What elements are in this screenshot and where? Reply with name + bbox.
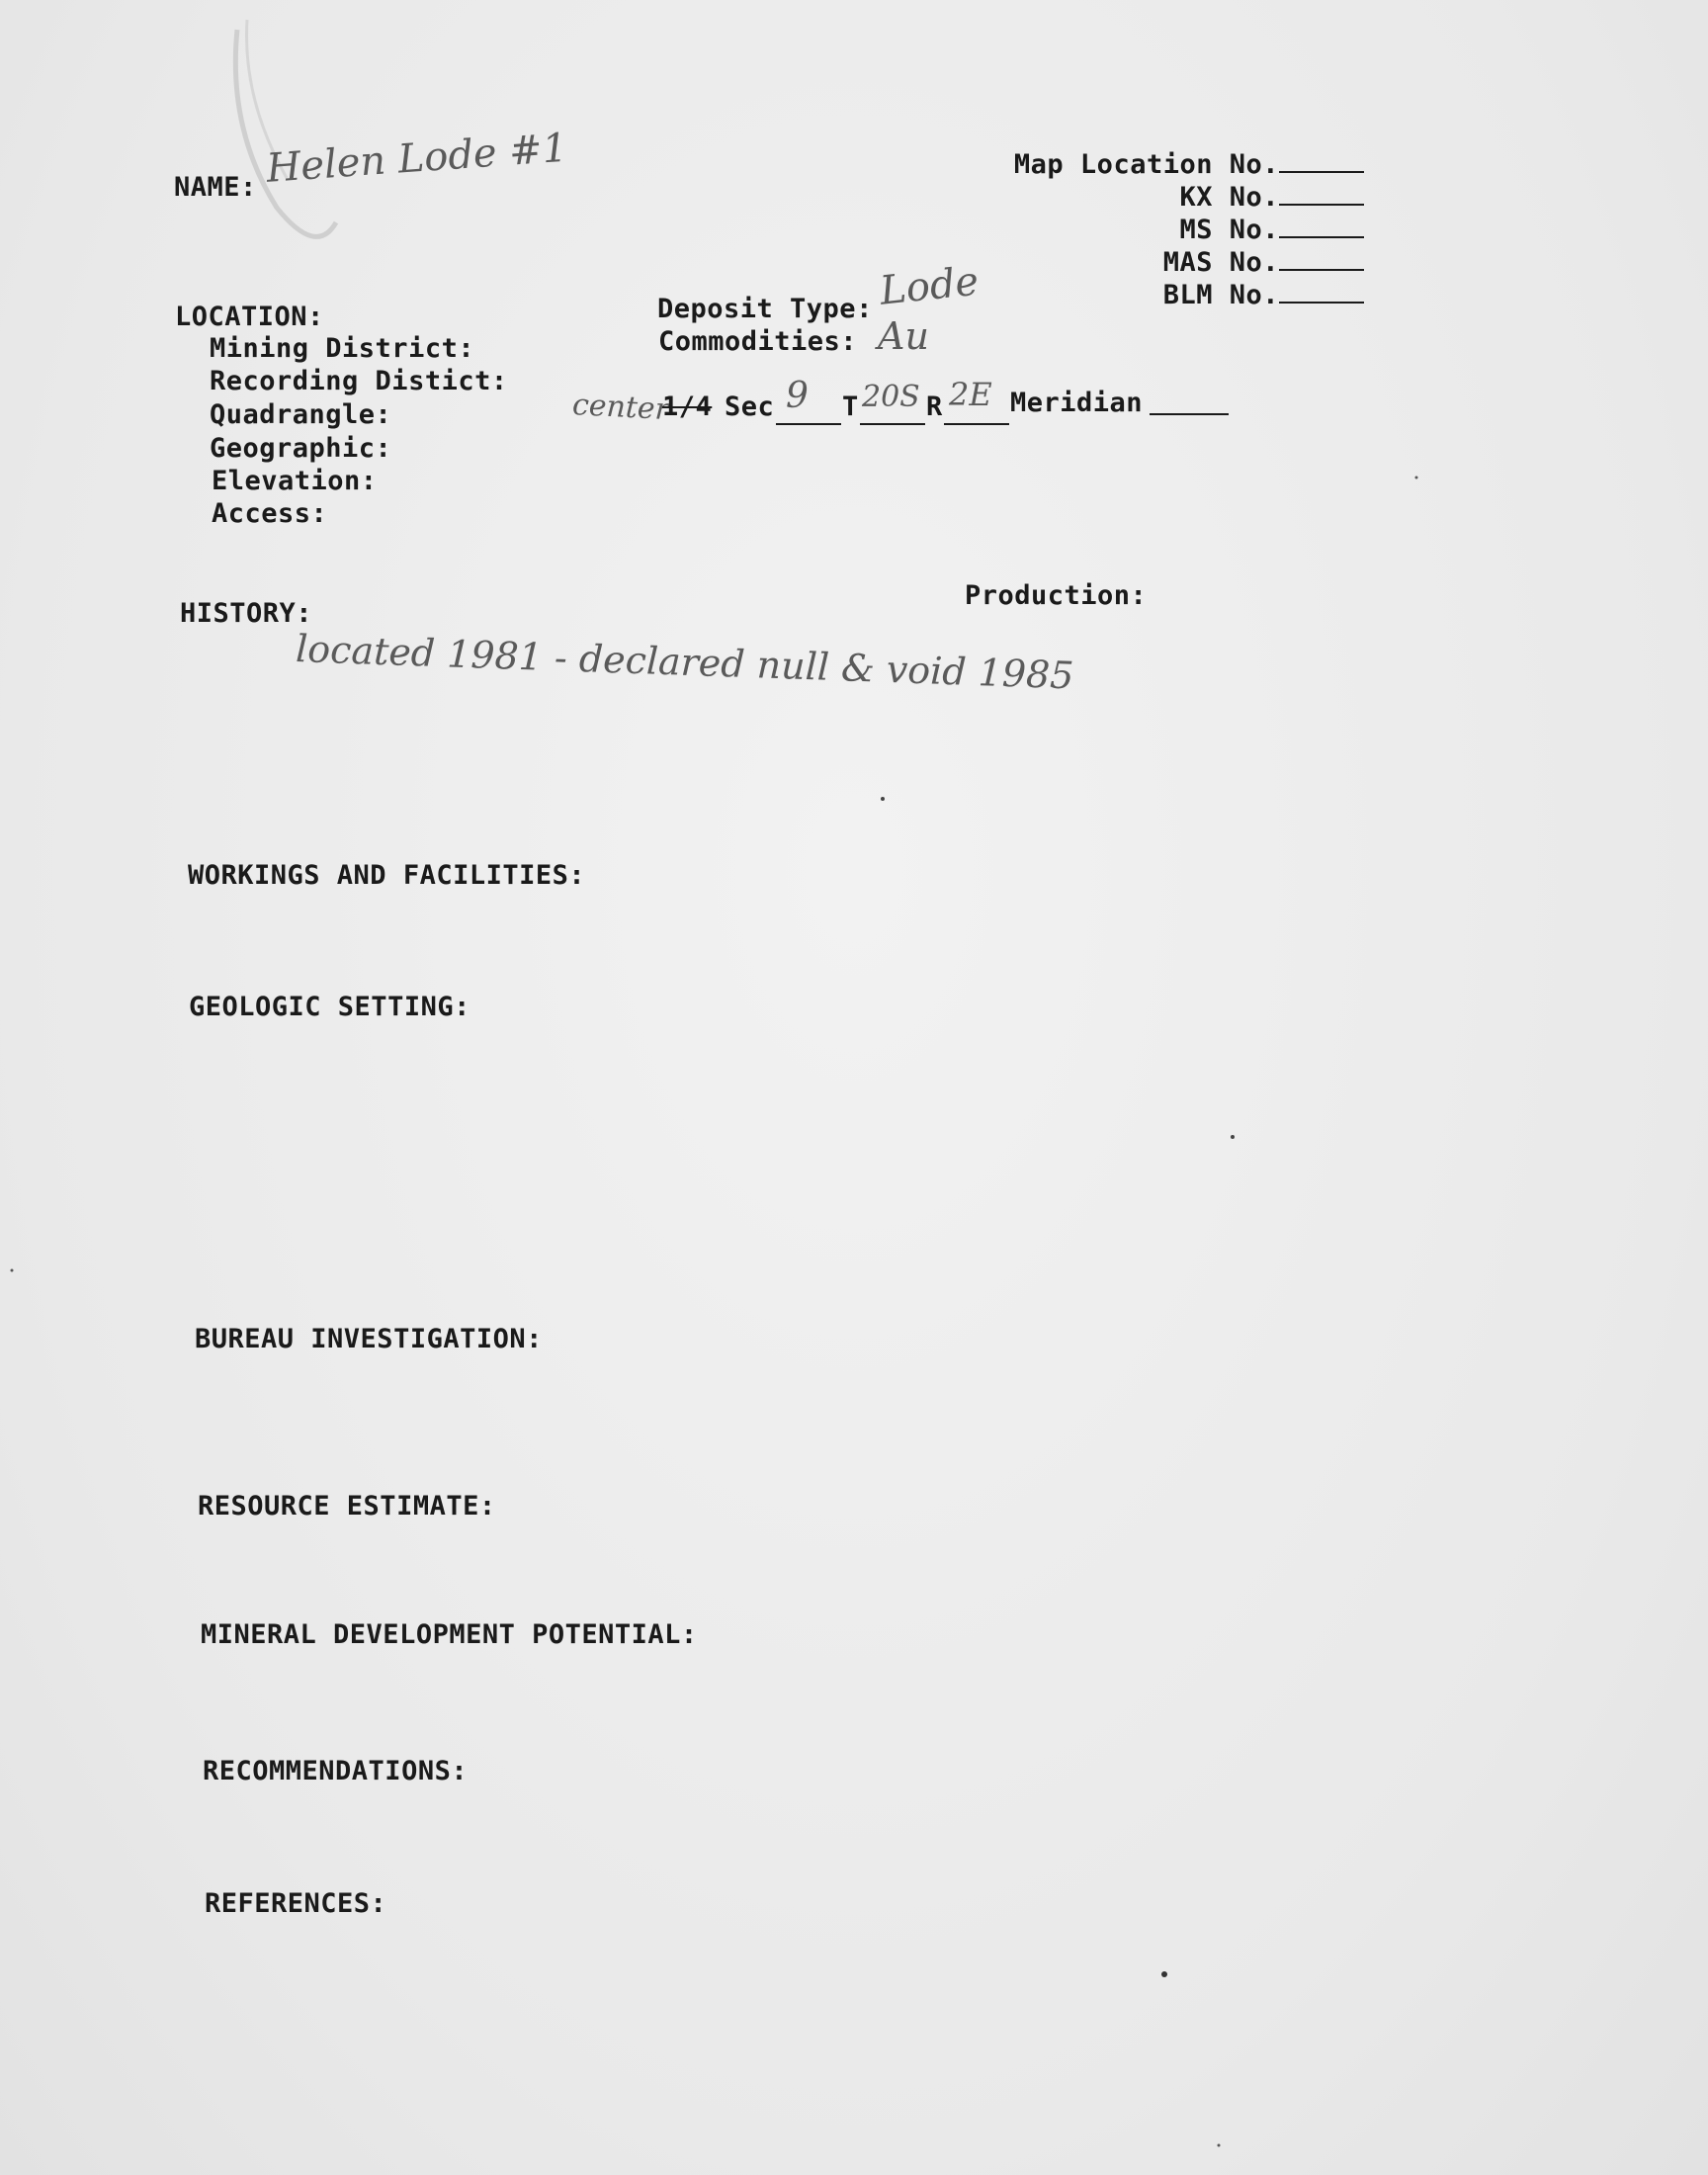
history-label: HISTORY: bbox=[180, 598, 313, 629]
recording-district-label: Recording Distict: bbox=[210, 366, 508, 396]
name-value: Helen Lode #1 bbox=[265, 125, 569, 192]
recommendations-heading: RECOMMENDATIONS: bbox=[203, 1756, 469, 1786]
t-value: 20S bbox=[862, 380, 920, 414]
quarter-struck: 1/4 bbox=[662, 392, 713, 422]
mining-district-label: Mining District: bbox=[210, 333, 475, 364]
blm-row: BLM No. bbox=[998, 279, 1364, 311]
access-label: Access: bbox=[212, 498, 328, 529]
workings-facilities-heading: WORKINGS AND FACILITIES: bbox=[188, 860, 586, 891]
resource-estimate-heading: RESOURCE ESTIMATE: bbox=[198, 1491, 496, 1522]
sec-label: Sec bbox=[725, 392, 775, 422]
production-label: Production: bbox=[965, 580, 1148, 611]
meridian-label: Meridian bbox=[1010, 388, 1144, 418]
mineral-development-heading: MINERAL DEVELOPMENT POTENTIAL: bbox=[201, 1619, 698, 1650]
commodities-value: Au bbox=[878, 314, 929, 358]
location-label: LOCATION: bbox=[175, 302, 324, 332]
map-location-row: Map Location No. bbox=[998, 148, 1364, 181]
geographic-label: Geographic: bbox=[210, 433, 392, 464]
quarter-handwritten: center bbox=[571, 388, 670, 428]
deposit-type-value: Lode bbox=[878, 258, 982, 314]
quadrangle-label: Quadrangle: bbox=[210, 399, 392, 430]
references-heading: REFERENCES: bbox=[205, 1888, 387, 1919]
deposit-type-label: Deposit Type: bbox=[657, 294, 873, 324]
ms-row: MS No. bbox=[998, 214, 1364, 246]
mas-row: MAS No. bbox=[998, 246, 1364, 279]
r-value: 2E bbox=[949, 376, 992, 413]
bureau-investigation-heading: BUREAU INVESTIGATION: bbox=[195, 1324, 543, 1354]
name-label: NAME: bbox=[174, 172, 257, 203]
kx-row: KX No. bbox=[998, 181, 1364, 214]
elevation-label: Elevation: bbox=[212, 466, 378, 496]
sec-value: 9 bbox=[786, 376, 809, 416]
history-value: located 1981 - declared null & void 1985 bbox=[295, 627, 1075, 698]
t-label: T bbox=[842, 392, 859, 422]
r-label: R bbox=[926, 392, 943, 422]
geologic-setting-heading: GEOLOGIC SETTING: bbox=[189, 992, 470, 1022]
commodities-label: Commodities: bbox=[658, 326, 858, 357]
